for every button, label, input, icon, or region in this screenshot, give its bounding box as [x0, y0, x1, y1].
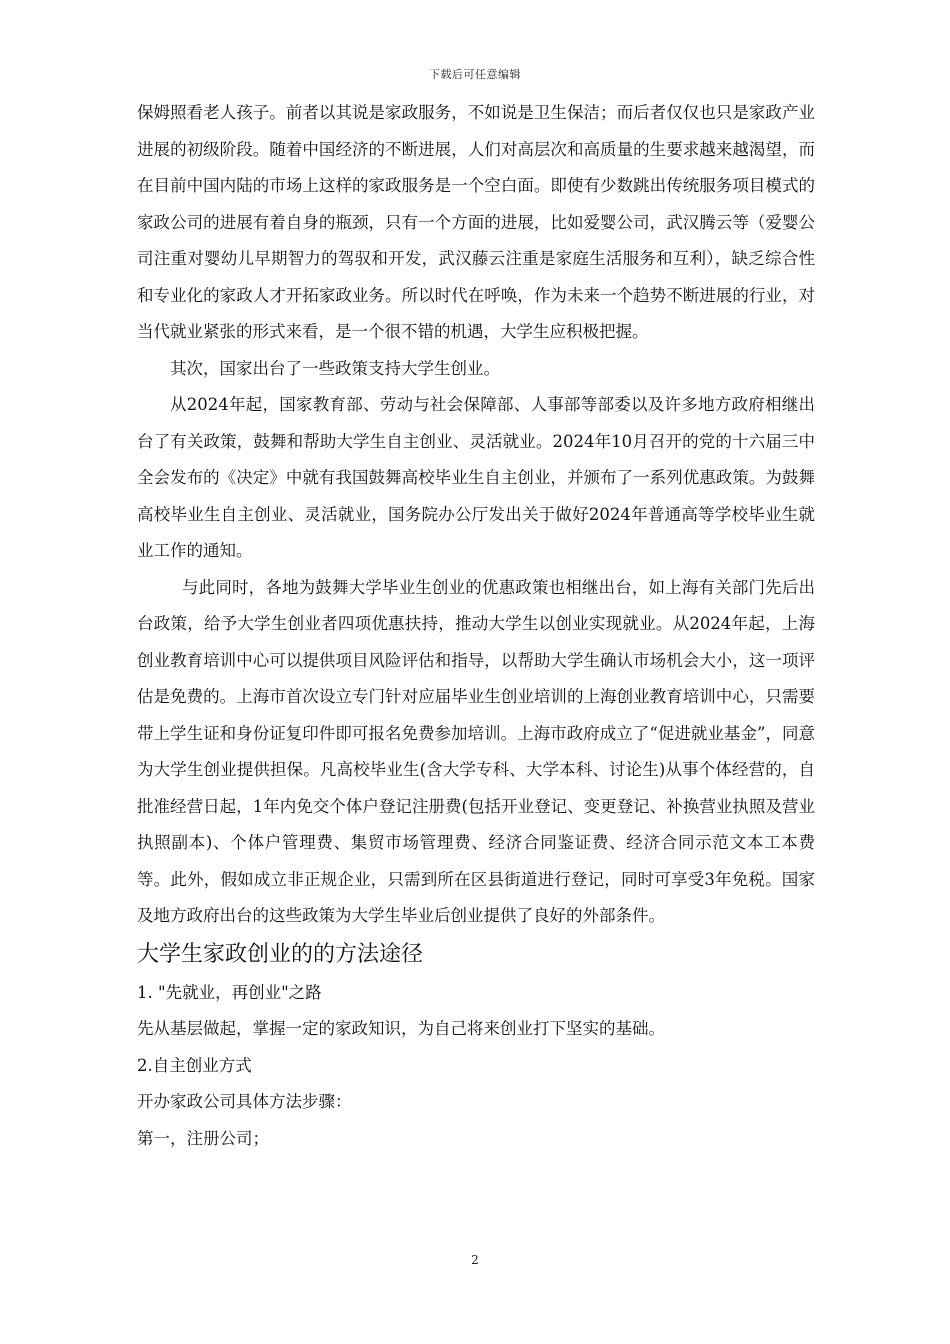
- paragraph-3: 从2024年起，国家教育部、劳动与社会保障部、人事部等部委以及许多地方政府相继出台了有关政策，鼓舞和帮助大学生自主创业、灵活就业。2024年10月召开的党的十六届三中全会发布的《决定》中就有我国鼓舞高校毕业生自主创业，并颁布了一系列优惠政策。为鼓舞高校毕业生自主创业、灵活就业，国务院办公厅发出关于做好2024年普通高等学校毕业生就业工作的通知。: [137, 395, 815, 560]
- list-item-2: 2.自主创业方式: [137, 1055, 252, 1075]
- paragraph-1: 保姆照看老人孩子。前者以其说是家政服务，不如说是卫生保洁；而后者仅仅也只是家政产业进展的初级阶段。随着中国经济的不断进展，人们对高层次和高质量的生要求越来越渴望，而在目前中国内陆的市场上这样的家政服务是一个空白面。即使有少数跳出传统服务项目模式的家政公司的进展有着自身的瓶颈，只有一个方面的进展，比如爱婴公司，武汉腾云等（爱婴公司注重对婴幼儿早期智力的驾驭和开发，武汉藤云注重是家庭生活服务和互利），缺乏综合性和专业化的家政人才开拓家政业务。所以时代在呼唤，作为未来一个趋势不断进展的行业，对当代就业紧张的形式来看，是一个很不错的机遇，大学生应积极把握。: [137, 103, 815, 341]
- paragraph-2: 其次，国家出台了一些政策支持大学生创业。: [170, 358, 500, 378]
- document-body: [137, 95, 815, 1157]
- line-text-1: 先从基层做起，掌握一定的家政知识，为自己将来创业打下坚实的基础。: [137, 1019, 665, 1038]
- section-heading: 大学生家政创业的的方法途径: [137, 941, 424, 967]
- line-text-3: 第一，注册公司；: [137, 1128, 269, 1148]
- page-header: 下载后可任意编辑: [429, 68, 521, 81]
- page-number: 2: [471, 1253, 479, 1267]
- line-text-2: 开办家政公司具体方法步骤：: [137, 1092, 352, 1111]
- list-item-1: 1. "先就业，再创业"之路: [137, 982, 322, 1002]
- paragraph-4: 与此同时，各地为鼓舞大学毕业生创业的优惠政策也相继出台，如上海有关部门先后出台政策，给予大学生创业者四项优惠扶持，推动大学生以创业实现就业。从2024年起，上海创业教育培训中心可以提供项目风险评估和指导，以帮助大学生确认市场机会大小，这一项评估是免费的。上海市首次设立专门针对应届毕业生创业培训的上海创业教育培训中心，只需要带上学生证和身份证复印件即可报名免费参加培训。上海市政府成立了“促进就业基金”，同意为大学生创业提供担保。凡高校毕业生(含大学专科、大学本科、讨论生)从事个体经营的，自批准经营日起，1年内免交个体户登记注册费(包括开业登记、变更登记、补换营业执照及营业执照副本)、个体户管理费、集贸市场管理费、经济合同鉴证费、经济合同示范文本工本费等。此外，假如成立非正规企业，只需到所在区县街道进行登记，同时可享受3年免税。国家及地方政府出台的这些政策为大学生毕业后创业提供了良好的外部条件。: [137, 577, 815, 925]
